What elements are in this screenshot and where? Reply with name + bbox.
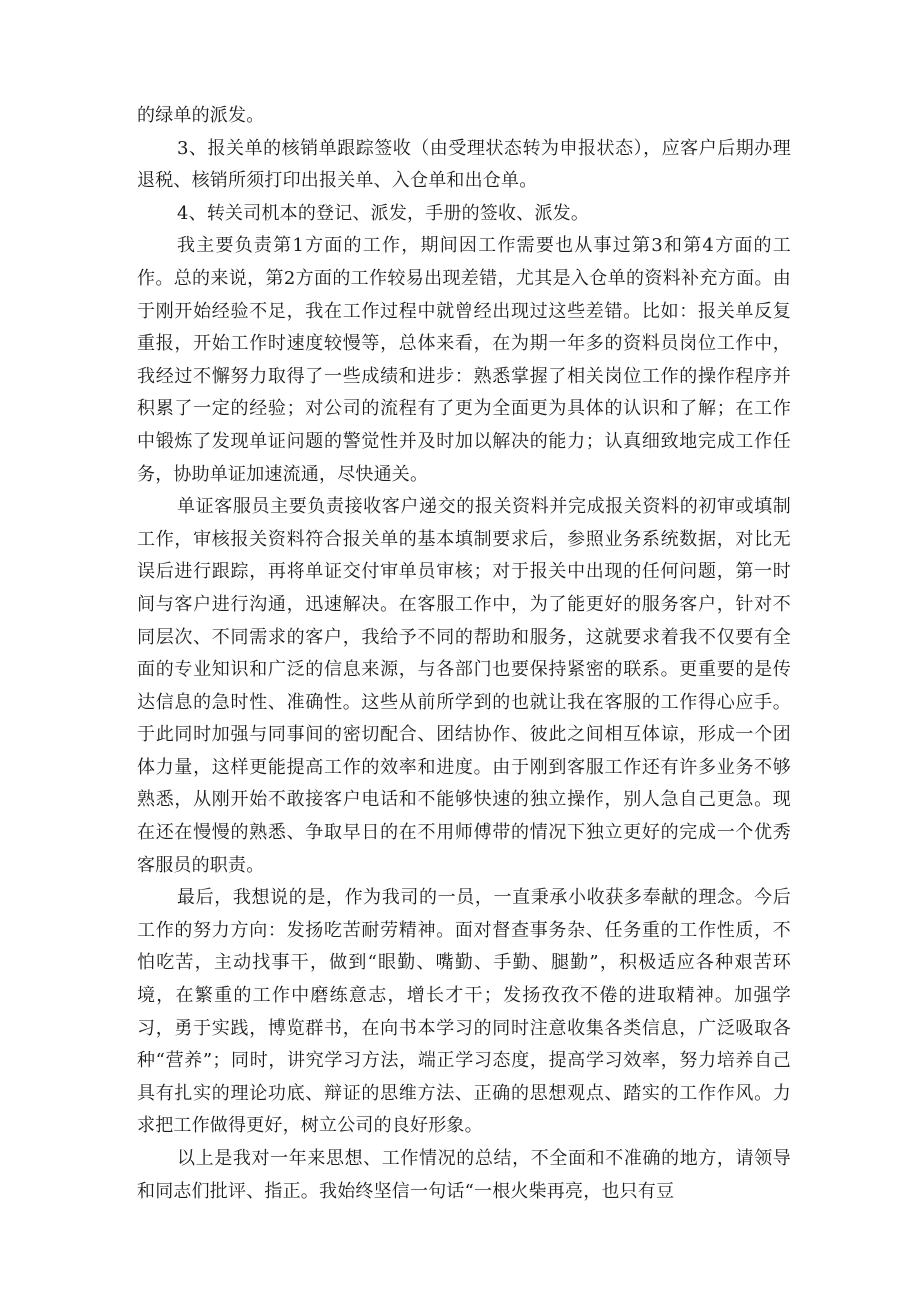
paragraph-5: 单证客服员主要负责接收客户递交的报关资料并完成报关资料的初审或填制工作，审核报关资料符合报关单的基本填制要求后，参照业务系统数据，对比无误后进行跟踪，再将单证交付审单员审核；对于报关中出现的任何问题，第一时间与客户进行沟通，迅速解决。在客服工作中，为了能更好的服务客户，针对不同层次、不同需求的客户，我给予不同的帮助和服务，这就要求着我不仅要有全面的专业知识和广泛的信息来源，与各部门也要保持紧密的联系。更重要的是传达信息的急时性、准确性。这些从前所学到的也就让我在客服的工作得心应手。于此同时加强与同事间的密切配合、团结协作、彼此之间相互体谅，形成一个团体力量，这样更能提高工作的效率和进度。由于刚到客服工作还有许多业务不够熟悉，从刚开始不敢接客户电话和不能够快速的独立操作，别人急自己更急。现在还在慢慢的熟悉、争取早日的在不用师傅带的情况下独立更好的完成一个优秀客服员的职责。 bbox=[137, 496, 791, 876]
paragraph-1: 的绿单的派发。 bbox=[137, 105, 265, 126]
paragraph-7: 以上是我对一年来思想、工作情况的总结，不全面和不准确的地方，请领导和同志们批评、指正。我始终坚信一句话“一根火柴再亮，也只有豆 bbox=[137, 1148, 791, 1202]
paragraph-6: 最后，我想说的是，作为我司的一员，一直秉承小收获多奉献的理念。今后工作的努力方向：发扬吃苦耐劳精神。面对督查事务杂、任务重的工作性质，不怕吃苦，主动找事干，做到“眼勤、嘴勤、手勤、腿勤”，积极适应各种艰苦环境，在繁重的工作中磨练意志，增长才干；发扬孜孜不倦的进取精神。加强学习，勇于实践，博览群书，在向书本学习的同时注意收集各类信息，广泛吸取各种“营养”；同时，讲究学习方法，端正学习态度，提高学习效率，努力培养自己具有扎实的理论功底、辩证的思维方法、正确的思想观点、踏实的工作作风。力求把工作做得更好，树立公司的良好形象。 bbox=[137, 887, 791, 1137]
paragraph-4: 我主要负责第1方面的工作，期间因工作需要也从事过第3和第4方面的工作。总的来说，第2方面的工作较易出现差错，尤其是入仓单的资料补充方面。由于刚开始经验不足，我在工作过程中就曾经出现过这些差错。比如：报关单反复重报，开始工作时速度较慢等，总体来看，在为期一年多的资料员岗位工作中，我经过不懈努力取得了一些成绩和进步：熟悉掌握了相关岗位工作的操作程序并积累了一定的经验；对公司的流程有了更为全面更为具体的认识和了解；在工作中锻炼了发现单证问题的警觉性并及时加以解决的能力；认真细致地完成工作任务，协助单证加速流通，尽快通关。 bbox=[137, 235, 791, 485]
paragraph-3: 4、转关司机本的登记、派发，手册的签收、派发。 bbox=[177, 202, 590, 224]
paragraph-2: 3、报关单的核销单跟踪签收（由受理状态转为申报状态），应客户后期办理退税、核销所须打印出报关单、入仓单和出仓单。 bbox=[137, 137, 791, 192]
document-page bbox=[137, 100, 791, 1208]
